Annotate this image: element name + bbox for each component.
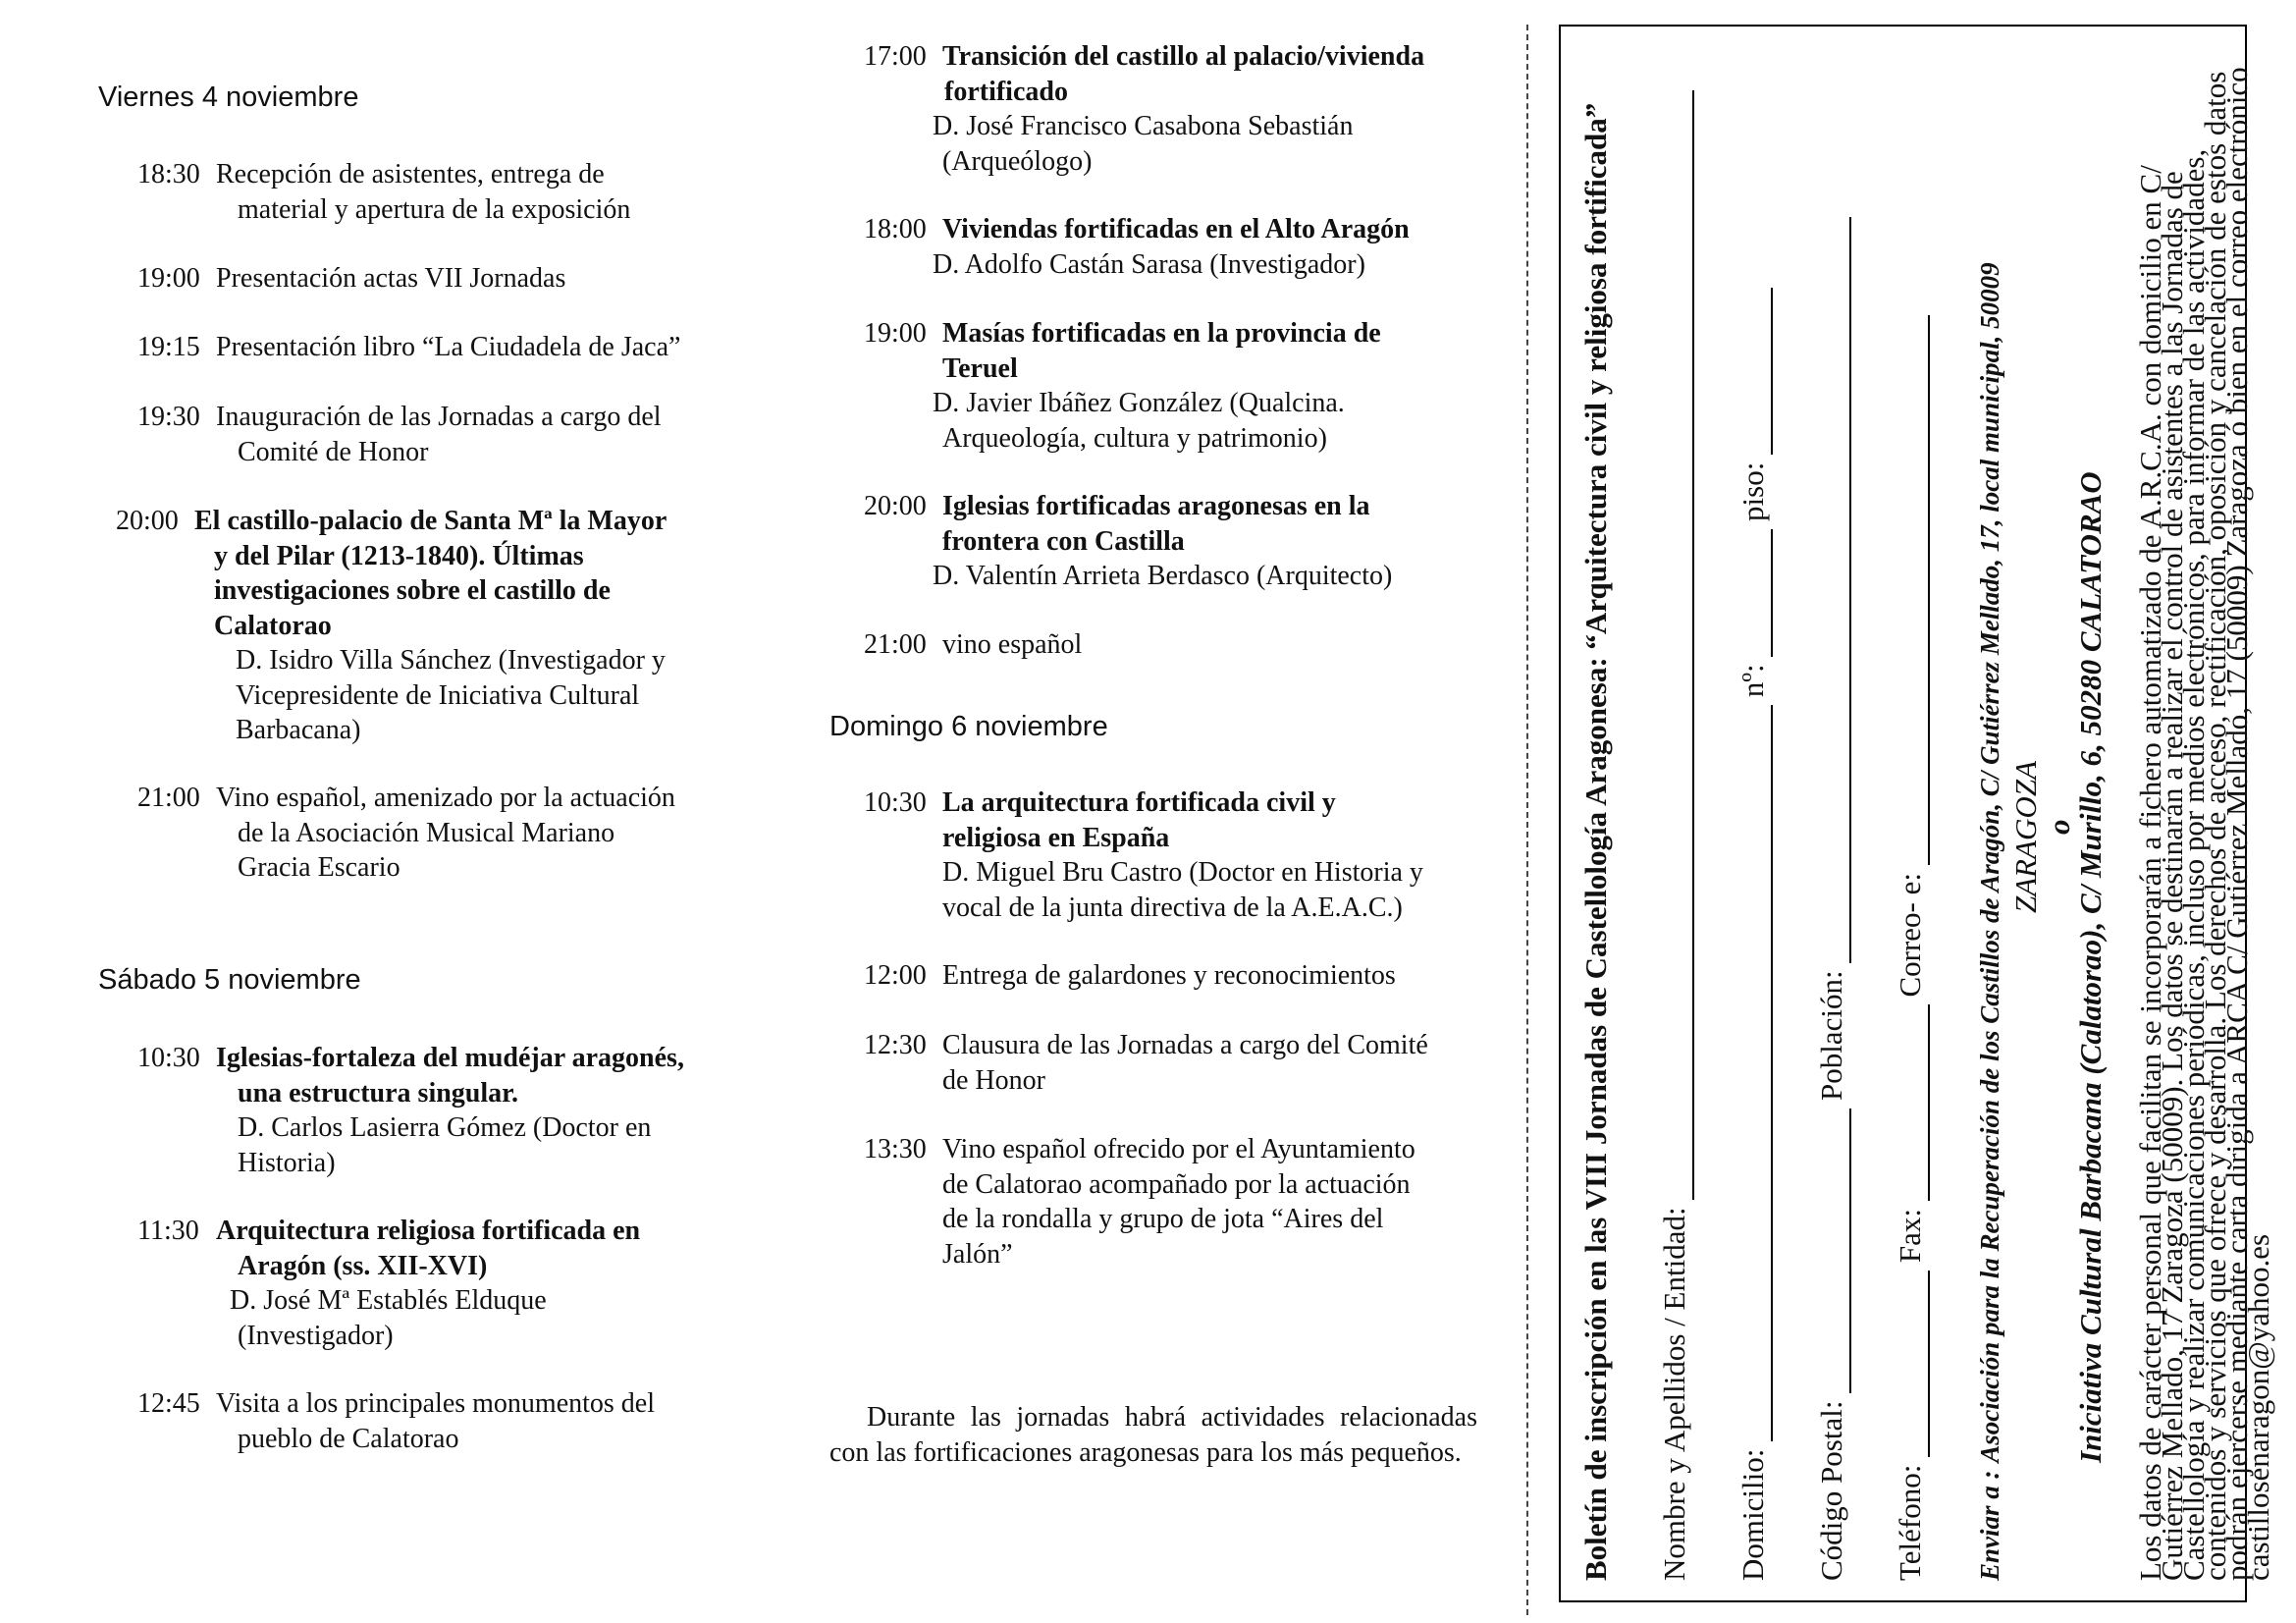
address-field[interactable] bbox=[1735, 705, 1773, 1441]
day-heading-sunday: Domingo 6 noviembre bbox=[829, 711, 1108, 742]
event: 19:00 Masías fortificadas en la provincia de Teruel D. Javier Ibáñez González (Qualcina. Arqueología, cultura y patrimonio) bbox=[864, 318, 1381, 454]
event: 13:30 Vino español ofrecido por el Ayuntamiento de Calatorao acompañado por la actuación de la rondalla y grupo de jota “Aires del Jalón” bbox=[864, 1134, 1415, 1270]
address-row: Domicilio: nº: piso: bbox=[1735, 288, 1773, 1581]
email-field[interactable] bbox=[1893, 315, 1930, 865]
phone-row: Teléfono: Fax: Correo- e: bbox=[1893, 315, 1930, 1581]
send-to-1: Enviar a : Asociación para la Recuperación de los Castillos de Aragón, C/ Gutiérrez Mellado, 17, local municipal, 50009 bbox=[1975, 262, 2004, 1581]
event: 10:30 La arquitectura fortificada civil y religiosa en España D. Miguel Bru Castro (Doctor en Historia y vocal de la junta directiva de la A.E.A.C.) bbox=[864, 787, 1423, 923]
event: 18:00 Viviendas fortificadas en el Alto Aragón D. Adolfo Castán Sarasa (Investigador) bbox=[864, 214, 1410, 280]
event: 19:00 Presentación actas VII Jornadas bbox=[137, 263, 566, 294]
event: 19:30 Inauguración de las Jornadas a cargo del Comité de Honor bbox=[137, 402, 662, 467]
kids-activities-note: Durante las jornadas habrá actividades relacionadas con las fortificaciones aragonesas para los más pequeños. bbox=[829, 1402, 1477, 1468]
name-row: Nombre y Apellidos / Entidad: bbox=[1657, 90, 1694, 1581]
registration-form-content bbox=[1561, 27, 2275, 1600]
event: 17:00 Transición del castillo al palacio/vivienda fortificado D. José Francisco Casabona Sebastián (Arqueólogo) bbox=[864, 41, 1425, 177]
event: 21:00 vino español bbox=[864, 629, 1083, 660]
event: 12:00 Entrega de galardones y reconocimientos bbox=[864, 960, 1396, 991]
event: 21:00 Vino español, amenizado por la actuación de la Asociación Musical Mariano Gracia Escario bbox=[137, 783, 675, 883]
day-heading-friday: Viernes 4 noviembre bbox=[98, 81, 359, 113]
send-to-1-city: ZARAGOZA bbox=[2008, 761, 2043, 913]
name-field[interactable] bbox=[1657, 90, 1694, 1200]
form-title: Boletín de inscripción en las VIII Jornadas de Castellología Aragonesa: “Arquitectura civil y religiosa fortificada” bbox=[1578, 102, 1613, 1581]
event: 18:30 Recepción de asistentes, entrega de material y apertura de la exposición bbox=[137, 159, 631, 225]
send-or: o bbox=[2042, 819, 2076, 835]
event: 12:45 Visita a los principales monumentos del pueblo de Calatorao bbox=[137, 1388, 656, 1454]
event: 20:00 El castillo-palacio de Santa Mª la Mayor y del Pilar (1213-1840). Últimas investigaciones sobre el castillo de Calatorao D. Isidro Villa Sánchez (Investigador y Vicepresidente de Iniciativa Cultural Barbacana) bbox=[116, 506, 667, 745]
event: 12:30 Clausura de las Jornadas a cargo del Comité de Honor bbox=[864, 1030, 1428, 1096]
number-field[interactable] bbox=[1735, 529, 1773, 657]
privacy-notice: Los datos de carácter personal que facilitan se incorporarán a fichero automatizado de A.R.C.A. con domicilio en C/ Gutiérrez Mellado, 17 Zaragoza (50009). Los datos se destinarán a realizar el control de asistentes a las Jornadas de Castellología y realizar comunicaciones periódicas, incluso por medios electrónicos, para informar de las actividades, contenidos y servicios que ofrece y desarrolla. Los derechos de acceso, rectificación, oposición y cancelación de estos datos podrán ejercerse mediante carta dirigida a ARCA C/ Gutiérrez Mellado, 17 (50009) Zaragoza ó bien en el correo electrónico castillosenaragon@yahoo.es bbox=[2133, 67, 2275, 1581]
fax-field[interactable] bbox=[1893, 1004, 1930, 1201]
event: 11:30 Arquitectura religiosa fortificada en Aragón (ss. XII-XVI) D. José Mª Establés Elduque (Investigador) bbox=[137, 1216, 641, 1351]
phone-field[interactable] bbox=[1893, 1271, 1930, 1457]
city-field[interactable] bbox=[1814, 217, 1851, 963]
day-heading-saturday: Sábado 5 noviembre bbox=[98, 964, 361, 996]
registration-form bbox=[1559, 25, 2275, 1602]
event: 20:00 Iglesias fortificadas aragonesas en la frontera con Castilla D. Valentín Arrieta Berdasco (Arquitecto) bbox=[864, 491, 1393, 591]
floor-field[interactable] bbox=[1735, 288, 1773, 455]
postal-row: Código Postal: Población: bbox=[1814, 217, 1851, 1581]
event: 10:30 Iglesias-fortaleza del mudéjar aragonés, una estructura singular. D. Carlos Lasierra Gómez (Doctor en Historia) bbox=[137, 1043, 684, 1178]
cut-line bbox=[1526, 25, 1528, 1615]
event: 19:15 Presentación libro “La Ciudadela de Jaca” bbox=[137, 332, 681, 362]
postal-field[interactable] bbox=[1814, 1109, 1851, 1393]
send-to-2: Iniciativa Cultural Barbacana (Calatorao), C/ Murillo, 6, 50280 CALATORAO bbox=[2073, 471, 2108, 1463]
